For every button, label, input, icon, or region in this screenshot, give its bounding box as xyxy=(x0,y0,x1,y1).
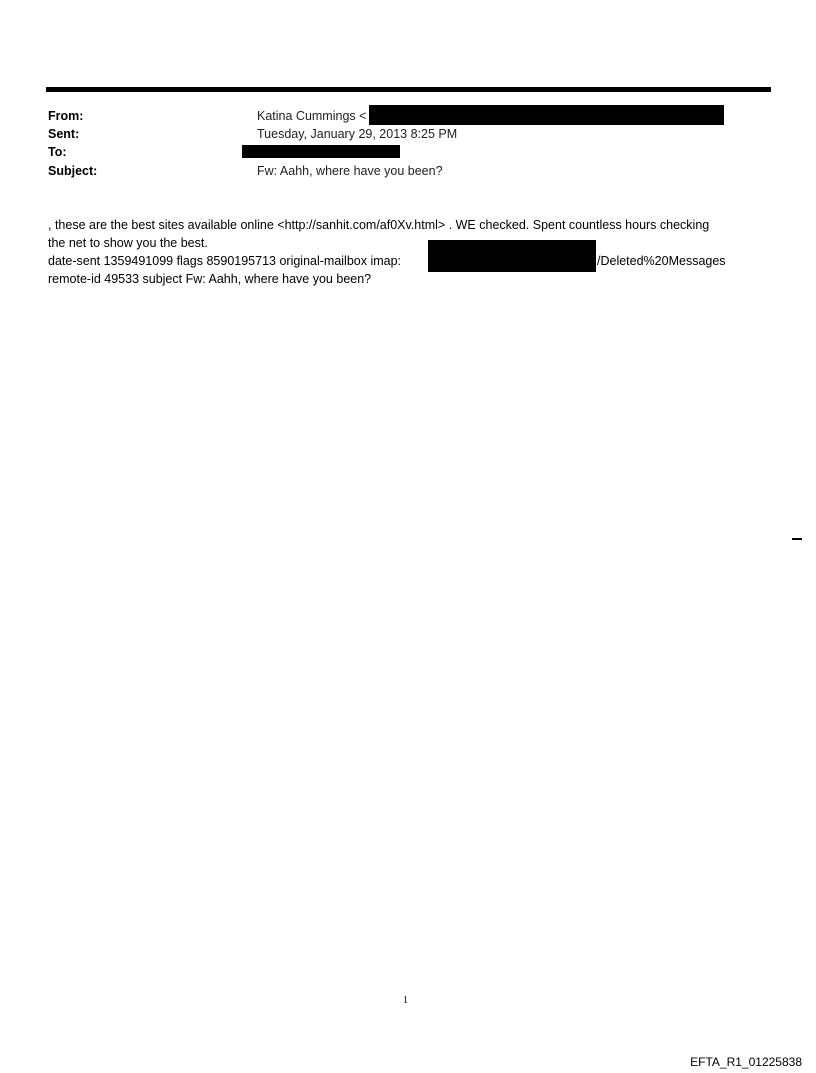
to-label: To: xyxy=(48,145,67,159)
redaction-mailbox xyxy=(428,240,596,272)
sent-value: Tuesday, January 29, 2013 8:25 PM xyxy=(257,127,458,141)
header-rule xyxy=(46,87,771,92)
sent-label: Sent: xyxy=(48,127,80,141)
redaction-from-email xyxy=(369,105,724,125)
body-line-3b: /Deleted%20Messages xyxy=(597,254,726,268)
body-line-2: the net to show you the best. xyxy=(48,236,208,250)
sent-row xyxy=(48,125,748,143)
subject-row xyxy=(48,162,748,180)
redaction-to-address xyxy=(242,145,400,158)
body-line-4: remote-id 49533 subject Fw: Aahh, where have you been? xyxy=(48,272,372,286)
document-id: EFTA_R1_01225838 xyxy=(690,1055,802,1069)
body-line-1: , these are the best sites available online <http://sanhit.com/af0Xv.html> . WE checked. Spent countless hours checking xyxy=(48,218,710,232)
body-line-3a: date-sent 1359491099 flags 8590195713 original-mailbox imap: xyxy=(48,254,402,268)
page-number: 1 xyxy=(403,995,408,1006)
subject-label: Subject: xyxy=(48,164,98,178)
from-value: Katina Cummings < xyxy=(257,109,367,123)
from-label: From: xyxy=(48,109,84,123)
subject-value: Fw: Aahh, where have you been? xyxy=(257,164,443,178)
margin-mark xyxy=(792,538,802,540)
